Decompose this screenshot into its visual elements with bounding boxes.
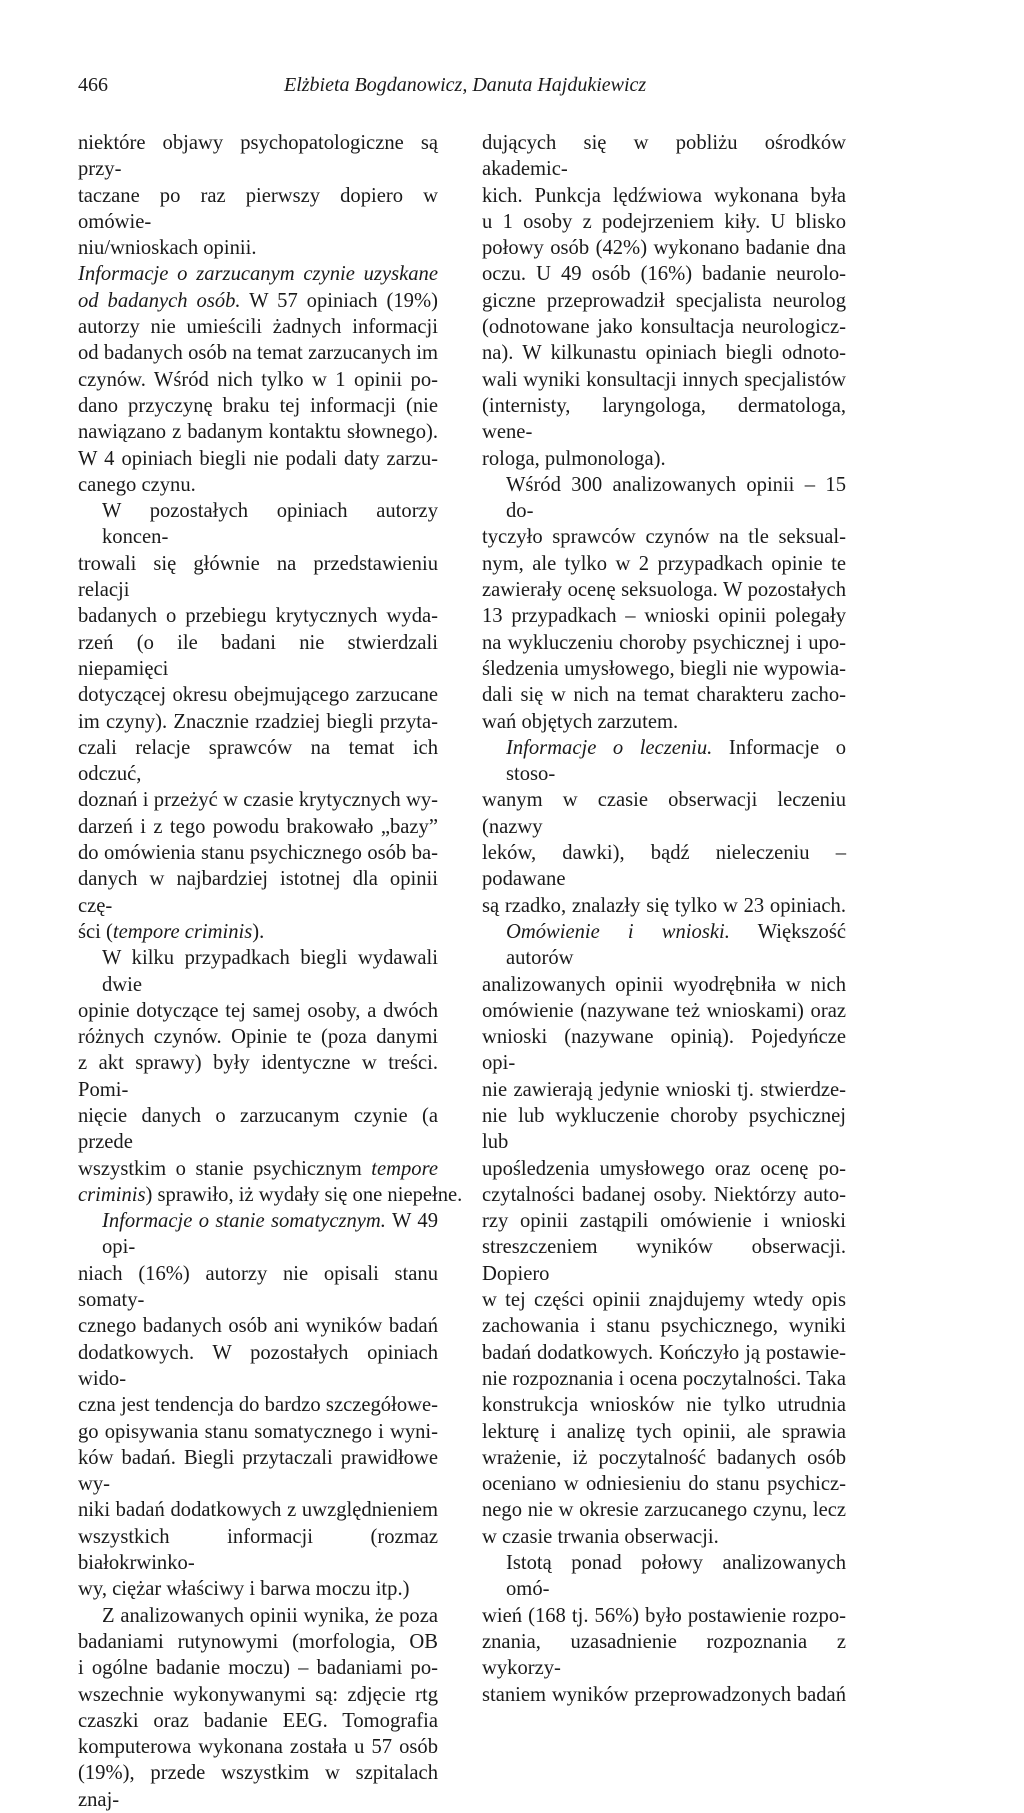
text-line: niu/wnioskach opinii. bbox=[78, 237, 257, 260]
text-line: nięcie danych o zarzucanym czynie (a przede bbox=[78, 1104, 438, 1154]
text-segment: ści ( bbox=[78, 920, 113, 943]
italic-text: Informacje o leczeniu. bbox=[506, 736, 713, 759]
text-line: są rzadko, znalazły się tylko w 23 opiniach. bbox=[482, 894, 846, 917]
text-line: na wykluczeniu choroby psychicznej i upo- bbox=[482, 631, 846, 654]
text-line: leków, dawki), bądź nieleczeniu – podawane bbox=[482, 842, 846, 891]
text-line: (internisty, laryngologa, dermatologa, wene- bbox=[482, 394, 846, 444]
text-line: czaszki oraz badanie EEG. Tomografia bbox=[78, 1709, 438, 1732]
text-line: nie zawierają jedynie wnioski tj. stwierdze- bbox=[482, 1078, 846, 1101]
text-line: wień (168 tj. 56%) było postawienie rozpo- bbox=[482, 1604, 846, 1627]
text-segment: Większość autorów bbox=[506, 920, 846, 970]
text-line: czytalności badanej osoby. Niektórzy auto- bbox=[482, 1183, 846, 1206]
text-line: wy, ciężar właściwy i barwa moczu itp.) bbox=[78, 1578, 410, 1601]
text-line: nego nie w okresie zarzucanego czynu, lecz bbox=[482, 1499, 846, 1522]
left-column bbox=[78, 130, 463, 1813]
right-column bbox=[482, 130, 846, 1708]
text-line bbox=[78, 919, 438, 945]
text-line bbox=[78, 288, 438, 314]
text-line: wali wyniki konsultacji innych specjalistów bbox=[482, 368, 846, 391]
text-line: cznego badanych osób ani wyników badań bbox=[78, 1315, 438, 1338]
text-line: ków badań. Biegli przytaczali prawidłowe wy- bbox=[78, 1446, 438, 1496]
text-line: taczane po raz pierwszy dopiero w omówie- bbox=[78, 184, 438, 233]
text-line: upośledzenia umysłowego oraz ocenę po- bbox=[482, 1157, 846, 1180]
text-line: analizowanych opinii wyodrębniła w nich bbox=[482, 973, 846, 996]
text-line: nie lub wykluczenie choroby psychicznej lub bbox=[482, 1104, 846, 1154]
text-line: śledzenia umysłowego, biegli nie wypowia- bbox=[482, 657, 846, 680]
text-line bbox=[78, 1208, 438, 1261]
text-line: canego czynu. bbox=[78, 473, 196, 496]
text-line: na). W kilkunastu opiniach biegli odnoto- bbox=[482, 342, 846, 365]
text-line: niektóre objawy psychopatologiczne są przy- bbox=[78, 132, 438, 181]
text-line: rzeń (o ile badani nie stwierdzali niepamięci bbox=[78, 631, 438, 680]
italic-text: Omówienie i wnioski. bbox=[506, 920, 730, 943]
text-line: opinie dotyczące tej samej osoby, a dwóch bbox=[78, 999, 438, 1022]
text-line bbox=[78, 1182, 463, 1208]
text-line: wrażenie, iż poczytalność badanych osób bbox=[482, 1446, 846, 1469]
text-line: niki badań dodatkowych z uwzględnieniem bbox=[78, 1499, 438, 1522]
text-line: dodatkowych. W pozostałych opiniach wido- bbox=[78, 1341, 438, 1390]
text-line bbox=[78, 261, 438, 287]
text-line: wszechnie wykonywanymi są: zdjęcie rtg bbox=[78, 1683, 438, 1706]
text-line: czali relacje sprawców na temat ich odczuć, bbox=[78, 736, 438, 786]
text-line: wnioski (nazywane opinią). Pojedyńcze opi- bbox=[482, 1026, 846, 1075]
italic-text: Informacje o stanie somatycznym. bbox=[102, 1210, 386, 1233]
page-number: 466 bbox=[78, 74, 108, 96]
text-line: rzy opinii zastąpili omówienie i wnioski bbox=[482, 1210, 846, 1233]
text-line: Z analizowanych opinii wynika, że poza bbox=[102, 1604, 438, 1627]
text-line: w czasie trwania obserwacji. bbox=[482, 1525, 719, 1548]
italic-text: tempore criminis bbox=[112, 920, 253, 943]
text-line: doznań i przeżyć w czasie krytycznych wy- bbox=[78, 789, 438, 812]
text-line: Istotą ponad połowy analizowanych omó- bbox=[506, 1552, 846, 1601]
text-segment: W 57 opiniach (19%) bbox=[240, 289, 438, 312]
italic-text: criminis bbox=[78, 1183, 146, 1206]
text-line: omówienie (nazywane też wnioskami) oraz bbox=[482, 999, 846, 1022]
text-line: go opisywania stanu somatycznego i wyni- bbox=[78, 1420, 438, 1443]
text-line: wanym w czasie obserwacji leczeniu (nazwy bbox=[482, 789, 846, 838]
text-line: wszystkich informacji (rozmaz białokrwinko- bbox=[78, 1525, 438, 1575]
text-line: nawiązano z badanym kontaktu słownego). bbox=[78, 421, 438, 444]
text-line: W pozostałych opiniach autorzy koncen- bbox=[102, 500, 438, 549]
text-line: kich. Punkcja lędźwiowa wykonana była bbox=[482, 184, 846, 207]
text-line: giczne przeprowadził specjalista neurolog bbox=[482, 289, 846, 312]
text-line: 13 przypadkach – wnioski opinii polegały bbox=[482, 605, 846, 628]
text-line: do omówienia stanu psychicznego osób ba- bbox=[78, 842, 438, 865]
text-line bbox=[78, 1156, 438, 1182]
text-line bbox=[482, 919, 846, 972]
text-line: konstrukcja wniosków nie tylko utrudnia bbox=[482, 1394, 846, 1417]
text-line: trowali się głównie na przedstawieniu relacji bbox=[78, 552, 438, 602]
running-head-authors: Elżbieta Bogdanowicz, Danuta Hajdukiewicz bbox=[284, 74, 647, 96]
text-line: tyczyło sprawców czynów na tle seksual- bbox=[482, 526, 846, 549]
text-line: (odnotowane jako konsultacja neurologicz- bbox=[482, 316, 846, 339]
text-line: znania, uzasadnienie rozpoznania z wykorzy- bbox=[482, 1630, 846, 1680]
text-line: oczu. U 49 osób (16%) badanie neurolo- bbox=[482, 263, 846, 286]
text-line bbox=[482, 735, 846, 788]
italic-text: tempore bbox=[371, 1157, 438, 1180]
text-line: rologa, pulmonologa). bbox=[482, 447, 666, 470]
text-line: w tej części opinii znajdujemy wtedy opis bbox=[482, 1289, 846, 1312]
text-line: autorzy nie umieścili żadnych informacji bbox=[78, 316, 438, 339]
text-line: z akt sprawy) były identyczne w treści. Pomi- bbox=[78, 1052, 438, 1101]
text-line: czynów. Wśród nich tylko w 1 opinii po- bbox=[78, 368, 438, 391]
text-segment: ). bbox=[252, 920, 265, 943]
text-line: u 1 osoby z podejrzeniem kiły. U blisko bbox=[482, 210, 846, 233]
text-line: dano przyczynę braku tej informacji (nie bbox=[78, 394, 438, 417]
text-line: czna jest tendencja do bardzo szczegółowe- bbox=[78, 1394, 438, 1417]
text-line: danych w najbardziej istotnej dla opinii czę- bbox=[78, 868, 438, 917]
italic-text: od badanych osób. bbox=[78, 289, 241, 312]
text-line: badaniami rutynowymi (morfologia, OB bbox=[78, 1630, 438, 1653]
text-line: nym, ale tylko w 2 przypadkach opinie te bbox=[482, 552, 846, 575]
text-line: nie rozpoznania i ocena poczytalności. Taka bbox=[482, 1367, 846, 1390]
text-line: zawierały ocenę seksuologa. W pozostałych bbox=[482, 579, 846, 602]
running-head bbox=[78, 74, 846, 104]
text-line: darzeń i z tego powodu brakowało „bazy” bbox=[78, 815, 438, 838]
text-line: połowy osób (42%) wykonano badanie dna bbox=[482, 237, 846, 260]
text-segment: W 49 opi- bbox=[102, 1210, 438, 1259]
text-line: (19%), przede wszystkim w szpitalach znaj- bbox=[78, 1762, 438, 1811]
text-line: wań objętych zarzutem. bbox=[482, 710, 679, 733]
text-line: lekturę i analizę tych opinii, ale sprawia bbox=[482, 1420, 846, 1443]
text-line: dotyczącej okresu obejmującego zarzucane bbox=[78, 684, 438, 707]
text-line: W 4 opiniach biegli nie podali daty zarzu- bbox=[78, 447, 438, 470]
text-line: staniem wyników przeprowadzonych badań bbox=[482, 1683, 846, 1706]
text-line: badań dodatkowych. Kończyło ją postawie- bbox=[482, 1341, 846, 1364]
text-line: dujących się w pobliżu ośrodków akademic- bbox=[482, 132, 846, 181]
text-line: komputerowa wykonana została u 57 osób bbox=[78, 1736, 438, 1759]
text-line: dali się w nich na temat charakteru zacho- bbox=[482, 684, 846, 707]
text-line: im czyny). Znacznie rzadziej biegli przyta- bbox=[78, 710, 438, 733]
text-line: różnych czynów. Opinie te (poza danymi bbox=[78, 1026, 438, 1049]
text-line: oceniano w odniesieniu do stanu psychicz- bbox=[482, 1473, 846, 1496]
text-line: badanych o przebiegu krytycznych wyda- bbox=[78, 605, 438, 628]
text-line: od badanych osób na temat zarzucanych im bbox=[78, 342, 438, 365]
text-segment: wszystkim o stanie psychicznym bbox=[78, 1157, 372, 1180]
text-line: streszczeniem wyników obserwacji. Dopiero bbox=[482, 1236, 846, 1285]
text-line: niach (16%) autorzy nie opisali stanu somaty- bbox=[78, 1262, 438, 1312]
text-segment: ) sprawiło, iż wydały się one niepełne. bbox=[145, 1183, 463, 1206]
italic-text: Informacje o zarzucanym czynie uzyskane bbox=[78, 263, 438, 286]
text-line: Wśród 300 analizowanych opinii – 15 do- bbox=[506, 473, 846, 523]
text-line: W kilku przypadkach biegli wydawali dwie bbox=[102, 947, 438, 996]
text-segment: Informacje o stoso- bbox=[506, 736, 846, 786]
text-line: i ogólne badanie moczu) – badaniami po- bbox=[78, 1657, 438, 1680]
text-line: zachowania i stanu psychicznego, wyniki bbox=[482, 1315, 846, 1338]
